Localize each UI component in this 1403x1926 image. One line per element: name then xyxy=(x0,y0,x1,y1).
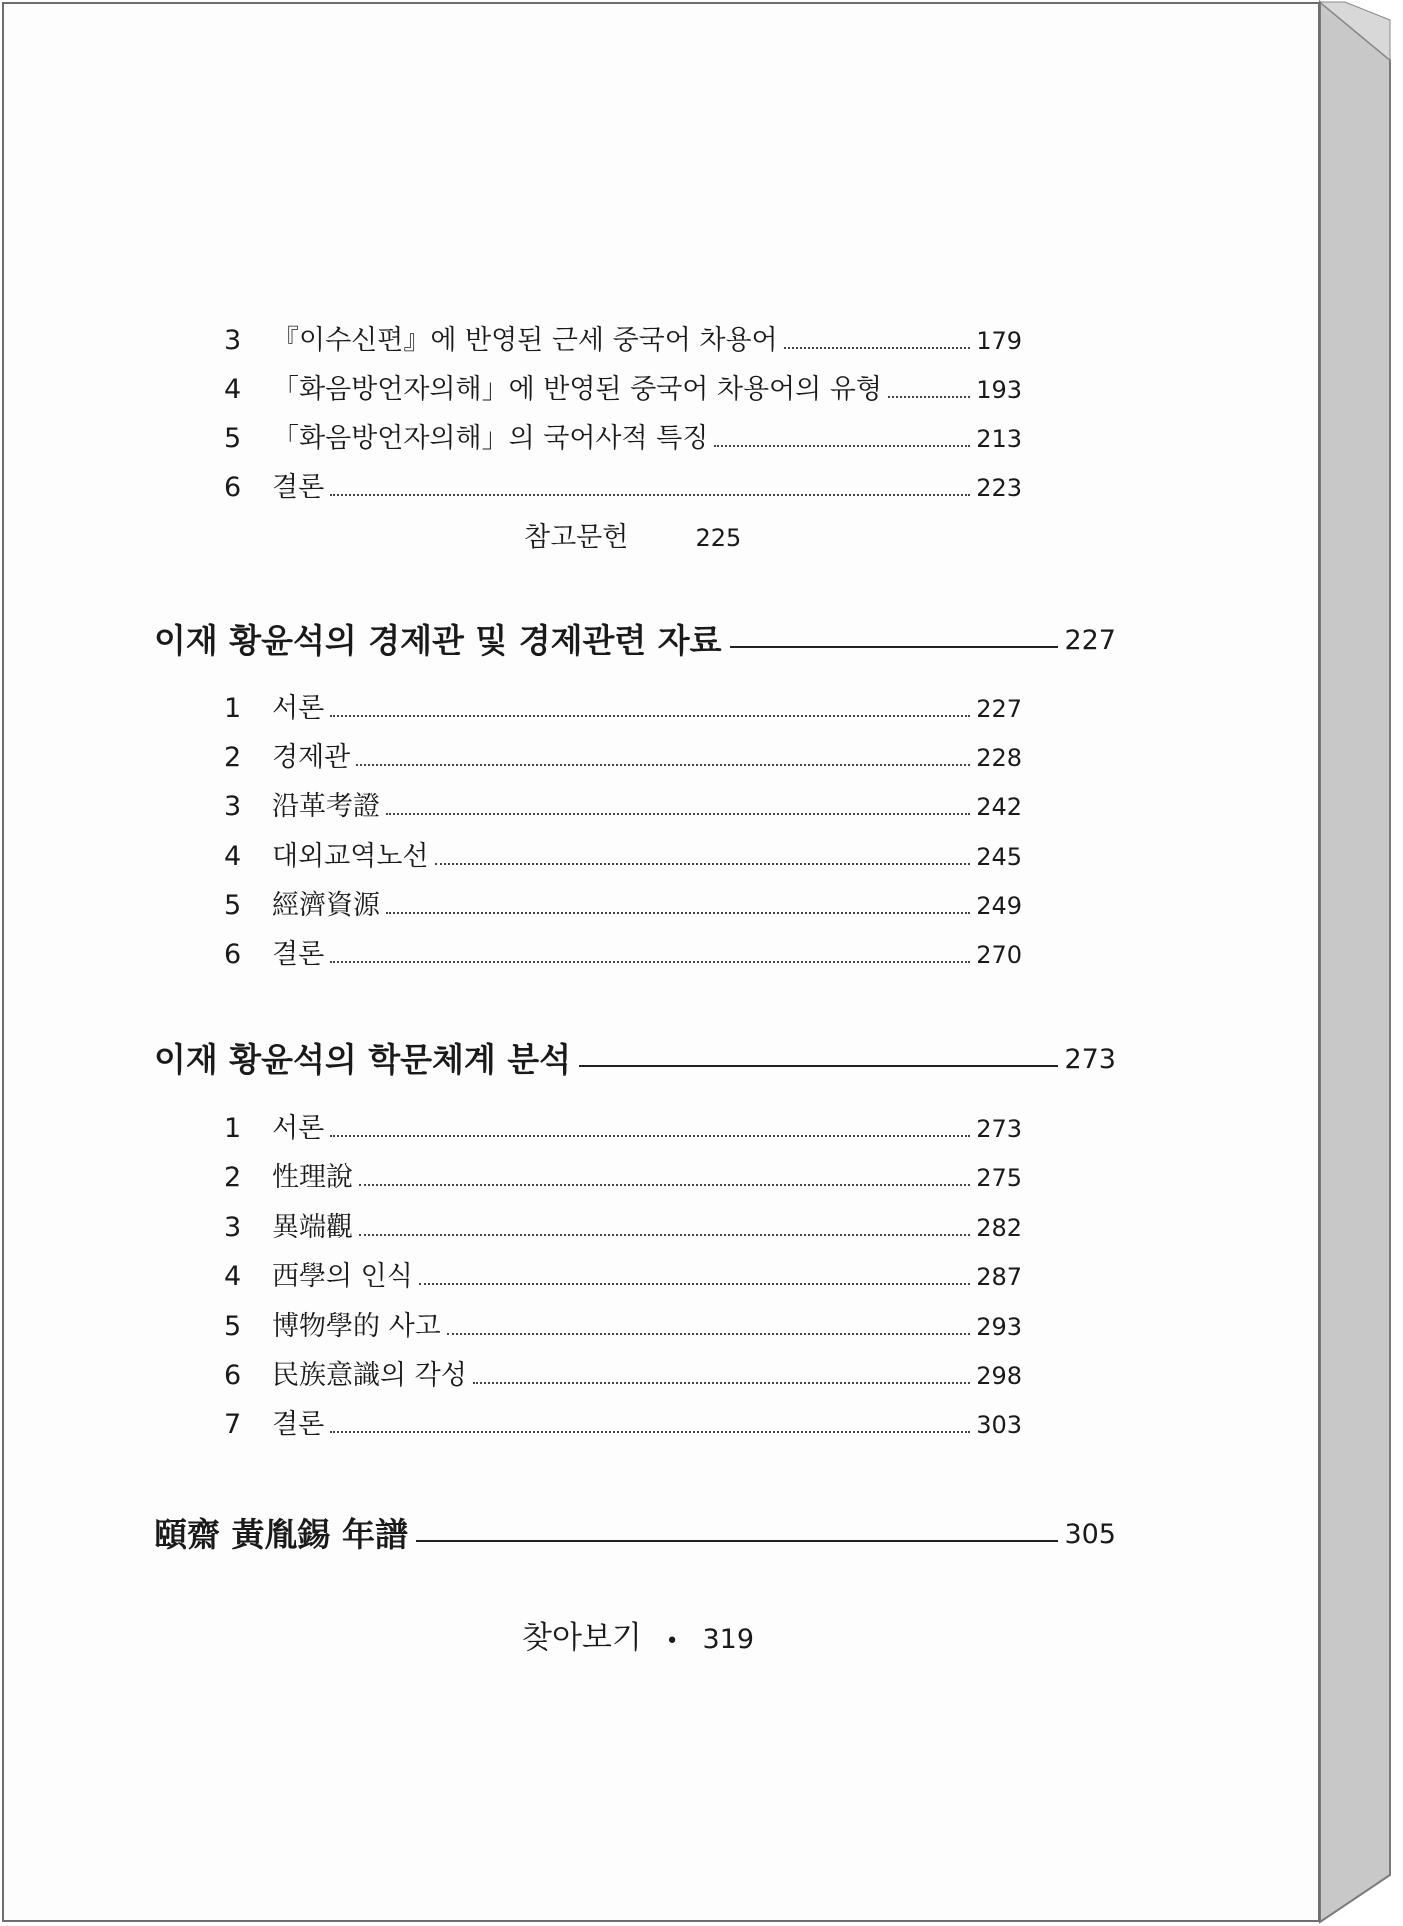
dot-leader xyxy=(330,494,970,496)
chapter-heading xyxy=(154,1515,1116,1555)
entry-number: 6 xyxy=(224,939,242,970)
dot-leader xyxy=(419,1283,970,1285)
references-label: 참고문헌 xyxy=(524,522,629,553)
dot-leader xyxy=(386,912,970,914)
chapter-rule xyxy=(579,1065,1058,1067)
entry-title: 「화음방언자의해」에 반영된 중국어 차용어의 유형 xyxy=(272,374,882,405)
dot-leader xyxy=(356,764,970,766)
entry-page: 270 xyxy=(976,941,1022,969)
toc-entry xyxy=(224,840,1022,874)
toc-entry xyxy=(224,1359,1022,1393)
entry-number: 6 xyxy=(224,1360,242,1391)
entry-page: 303 xyxy=(976,1411,1022,1439)
chapter-title: 이재 황윤석의 학문체계 분석 xyxy=(154,1040,572,1079)
entry-number: 5 xyxy=(224,423,242,454)
entry-page: 282 xyxy=(976,1214,1022,1242)
index-line xyxy=(522,1619,754,1661)
dot-leader xyxy=(330,961,970,963)
toc-entry xyxy=(224,741,1022,775)
entry-number: 7 xyxy=(224,1409,242,1440)
entry-page: 293 xyxy=(976,1313,1022,1341)
toc-entry xyxy=(224,1310,1022,1344)
entry-number: 3 xyxy=(224,325,242,356)
entry-page: 223 xyxy=(976,474,1022,502)
entry-title: 결론 xyxy=(272,939,325,970)
entry-title: 性理說 xyxy=(272,1162,353,1193)
entry-page: 273 xyxy=(976,1115,1022,1143)
toc-entry xyxy=(224,889,1022,923)
dot-leader xyxy=(330,1431,970,1433)
entry-number: 3 xyxy=(224,1212,242,1243)
entry-page: 275 xyxy=(976,1164,1022,1192)
entry-number: 3 xyxy=(224,791,242,822)
entry-title: 결론 xyxy=(272,472,325,503)
dot-leader xyxy=(330,715,970,717)
dot-leader xyxy=(330,1135,970,1137)
entry-page: 179 xyxy=(976,327,1022,355)
entry-title: 경제관 xyxy=(272,742,351,773)
entry-title: 결론 xyxy=(272,1409,325,1440)
toc-entry xyxy=(224,790,1022,824)
index-page: 319 xyxy=(702,1624,755,1655)
chapter-page: 273 xyxy=(1064,1044,1116,1075)
entry-title: 서론 xyxy=(272,1113,325,1144)
entry-title: 서론 xyxy=(272,693,325,724)
entry-number: 5 xyxy=(224,1311,242,1342)
dot-leader xyxy=(435,863,971,865)
chapter-page: 227 xyxy=(1064,625,1116,656)
entry-page: 193 xyxy=(976,376,1022,404)
toc-entry xyxy=(224,422,1022,456)
entry-page: 249 xyxy=(976,892,1022,920)
references-line xyxy=(524,521,741,555)
entry-number: 4 xyxy=(224,841,242,872)
toc-entry xyxy=(224,1408,1022,1442)
references-page: 225 xyxy=(695,524,742,552)
chapter-title: 이재 황윤석의 경제관 및 경제관련 자료 xyxy=(154,621,722,660)
index-separator: • xyxy=(665,1629,679,1654)
chapter-heading xyxy=(154,1040,1116,1080)
entry-number: 1 xyxy=(224,1113,242,1144)
toc-entry xyxy=(224,471,1022,505)
entry-title: 沿革考證 xyxy=(272,791,380,822)
index-label: 찾아보기 xyxy=(522,1620,642,1656)
entry-title: 西學의 인식 xyxy=(272,1261,413,1292)
book-page xyxy=(2,2,1320,1922)
entry-title: 『이수신편』에 반영된 근세 중국어 차용어 xyxy=(272,325,778,356)
dot-leader xyxy=(447,1333,970,1335)
toc-entry xyxy=(224,1112,1022,1146)
entry-page: 227 xyxy=(976,695,1022,723)
entry-title: 대외교역노선 xyxy=(272,841,429,872)
toc-entry xyxy=(224,938,1022,972)
entry-number: 6 xyxy=(224,472,242,503)
toc-entry xyxy=(224,1260,1022,1294)
toc-entry xyxy=(224,373,1022,407)
entry-page: 242 xyxy=(976,793,1022,821)
dot-leader xyxy=(386,813,970,815)
entry-page: 298 xyxy=(976,1362,1022,1390)
chapter-page: 305 xyxy=(1064,1519,1116,1550)
entry-number: 4 xyxy=(224,1261,242,1292)
entry-page: 245 xyxy=(976,843,1022,871)
toc-entry xyxy=(224,692,1022,726)
entry-title: 民族意識의 각성 xyxy=(272,1360,467,1391)
dot-leader xyxy=(359,1234,970,1236)
dot-leader xyxy=(359,1184,970,1186)
dot-leader xyxy=(888,396,970,398)
entry-number: 2 xyxy=(224,742,242,773)
entry-title: 異端觀 xyxy=(272,1212,353,1243)
toc-entry xyxy=(224,1211,1022,1245)
entry-number: 2 xyxy=(224,1162,242,1193)
toc-entry xyxy=(224,324,1022,358)
dot-leader xyxy=(714,445,970,447)
chapter-rule xyxy=(730,646,1059,648)
toc-entry xyxy=(224,1161,1022,1195)
entry-number: 1 xyxy=(224,693,242,724)
entry-number: 4 xyxy=(224,374,242,405)
chapter-title: 頤齋 黃胤錫 年譜 xyxy=(154,1515,408,1554)
entry-number: 5 xyxy=(224,890,242,921)
chapter-rule xyxy=(416,1540,1058,1542)
dot-leader xyxy=(473,1382,970,1384)
entry-page: 213 xyxy=(976,425,1022,453)
dot-leader xyxy=(784,347,971,349)
chapter-heading xyxy=(154,621,1116,661)
entry-title: 經濟資源 xyxy=(272,890,380,921)
entry-title: 「화음방언자의해」의 국어사적 특징 xyxy=(272,423,709,454)
entry-page: 287 xyxy=(976,1263,1022,1291)
entry-page: 228 xyxy=(976,744,1022,772)
entry-title: 博物學的 사고 xyxy=(272,1311,441,1342)
